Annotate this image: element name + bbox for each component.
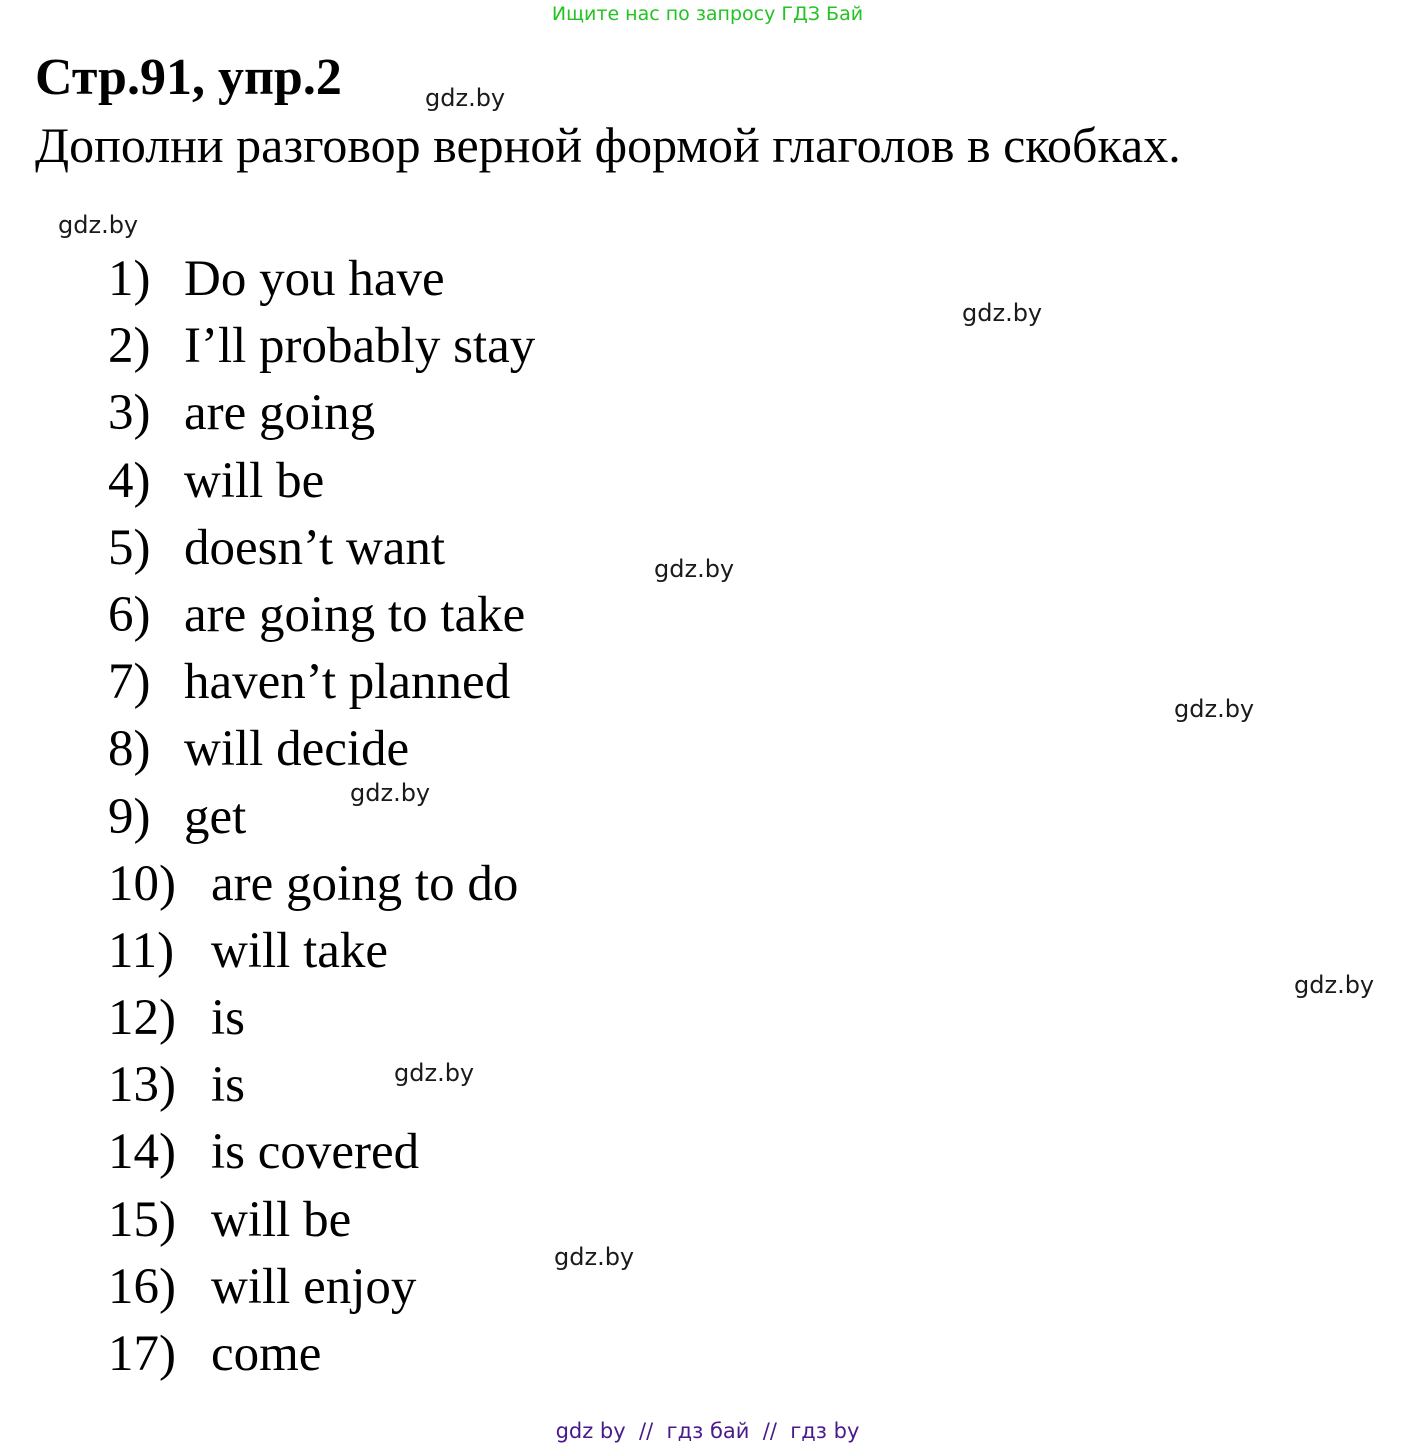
watermark: gdz.by [58, 211, 139, 239]
answer-number: 5) [108, 519, 151, 576]
answer-text: are going [184, 385, 376, 442]
answer-item [108, 313, 535, 380]
footer-watermark: gdz by // гдз бай // гдз by [555, 1419, 860, 1443]
answer-number: 11) [108, 922, 175, 979]
watermark: gdz.by [554, 1243, 635, 1271]
watermark: gdz.by [425, 84, 506, 112]
answer-item [108, 1321, 535, 1388]
answer-text: will be [184, 452, 325, 509]
answer-text: are going to take [184, 586, 526, 643]
watermark: gdz.by [350, 779, 431, 807]
answer-item [108, 649, 535, 716]
answer-number: 17) [108, 1326, 176, 1382]
answer-text: will decide [184, 721, 410, 778]
answer-text: will be [211, 1191, 352, 1248]
answer-text: will enjoy [211, 1258, 417, 1315]
answer-text: doesn’t want [184, 519, 446, 576]
answer-number: 13) [108, 1057, 176, 1114]
answer-number: 8) [108, 721, 151, 778]
answer-number: 2) [108, 318, 151, 375]
answer-text: will take [211, 922, 389, 979]
search-banner: Ищите нас по запросу ГДЗ Бай [551, 3, 864, 25]
answer-item [108, 448, 535, 515]
answer-number: 6) [108, 586, 151, 643]
answer-list [108, 246, 535, 1388]
answer-number: 16) [108, 1258, 176, 1315]
answer-text: Do you have [184, 251, 445, 307]
answer-text: is covered [211, 1124, 420, 1181]
answer-text: get [184, 788, 247, 845]
answer-item [108, 851, 535, 918]
answer-text: haven’t planned [184, 654, 511, 711]
watermark: gdz.by [962, 299, 1043, 327]
answer-number: 7) [108, 654, 151, 711]
answer-number: 3) [108, 385, 151, 442]
page-title: Стр.91, упр.2 [35, 49, 342, 106]
answer-item [108, 784, 535, 851]
answer-item [108, 246, 535, 313]
answer-item [108, 1187, 535, 1254]
answer-text: I’ll probably stay [184, 318, 536, 375]
answer-text: come [211, 1326, 322, 1382]
answer-item [108, 1119, 535, 1186]
answer-item [108, 582, 535, 649]
answer-item [108, 985, 535, 1052]
answer-item [108, 515, 535, 582]
answer-number: 14) [108, 1124, 176, 1181]
answer-text: are going to do [211, 855, 519, 912]
watermark: gdz.by [1174, 695, 1255, 723]
answer-number: 12) [108, 990, 176, 1047]
exercise-instruction: Дополни разговор верной формой глаголов в скобках. [35, 117, 1181, 173]
watermark: gdz.by [394, 1059, 475, 1087]
answer-number: 15) [108, 1191, 176, 1248]
answer-text: is [211, 1057, 246, 1114]
answer-number: 9) [108, 788, 151, 845]
answer-item [108, 716, 535, 783]
answer-text: is [211, 990, 246, 1047]
answer-item [108, 1052, 535, 1119]
watermark: gdz.by [1294, 971, 1375, 999]
answer-number: 10) [108, 855, 176, 912]
answer-number: 4) [108, 452, 151, 509]
answer-number: 1) [108, 251, 151, 307]
answer-item [108, 918, 535, 985]
answer-item [108, 1254, 535, 1321]
watermark: gdz.by [654, 555, 735, 583]
answer-item [108, 380, 535, 447]
